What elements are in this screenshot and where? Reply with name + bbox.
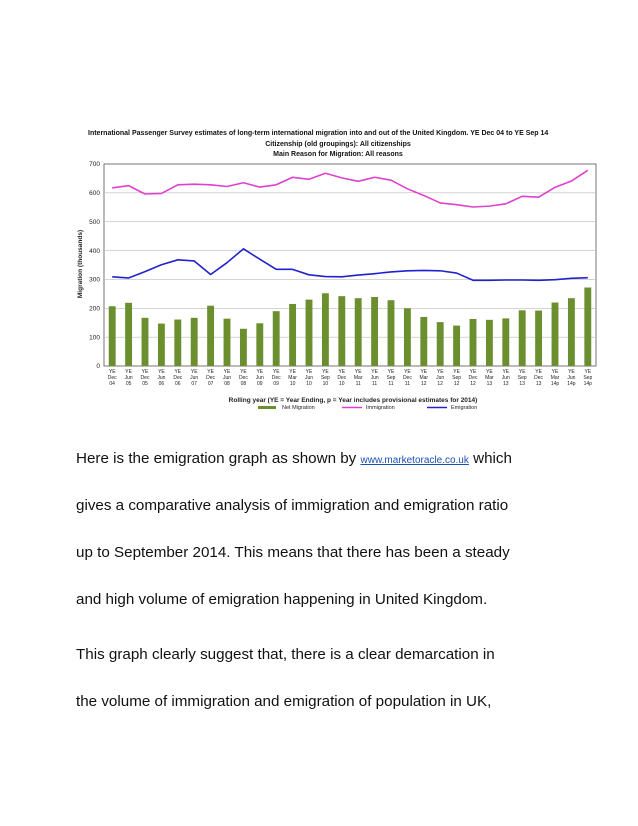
- chart-subtitle-reason: Main Reason for Migration: All reasons: [273, 151, 403, 158]
- bar-net-migration: [437, 322, 444, 366]
- x-tick-label: 06: [175, 381, 181, 387]
- chart-legend: [258, 405, 477, 411]
- x-tick-label: 13: [519, 381, 525, 387]
- x-tick-label: Sep: [320, 375, 330, 381]
- x-tick-label: Sep: [517, 375, 527, 381]
- paragraph-line: This graph clearly suggest that, there is a clear demarcation in: [76, 646, 495, 663]
- bar-net-migration: [109, 306, 116, 366]
- bar-net-migration: [240, 329, 247, 366]
- y-tick-label: 200: [89, 305, 100, 313]
- x-tick-label: YE: [190, 369, 198, 375]
- bar-net-migration: [584, 288, 591, 366]
- bar-net-migration: [486, 320, 493, 366]
- bar-net-migration: [306, 300, 313, 366]
- x-tick-label: 08: [240, 381, 247, 387]
- x-tick-label: YE: [502, 369, 510, 375]
- x-tick-label: YE: [256, 369, 264, 375]
- x-tick-label: YE: [551, 369, 559, 375]
- x-tick-label: YE: [125, 369, 132, 375]
- x-tick-label: 14p: [550, 381, 560, 387]
- x-tick-label: Dec: [238, 375, 248, 381]
- bar-net-migration: [322, 293, 329, 366]
- x-tick-label: Dec: [107, 375, 117, 381]
- x-tick-label: Jun: [436, 375, 445, 381]
- x-tick-label: 12: [437, 381, 443, 387]
- x-tick-label: YE: [240, 369, 247, 375]
- x-axis-label: Rolling year (YE = Year Ending, p = Year includes provisional estimates for 2014): [228, 397, 478, 404]
- marketoracle-link[interactable]: www.marketoracle.co.uk: [360, 455, 469, 466]
- x-tick-label: Sep: [452, 375, 462, 381]
- x-tick-label: YE: [174, 369, 182, 375]
- x-tick-label: YE: [158, 369, 165, 375]
- x-tick-label: 13: [535, 381, 542, 387]
- x-tick-label: YE: [108, 369, 116, 375]
- paragraph-line: gives a comparative analysis of immigration and emigration ratio: [76, 497, 509, 514]
- legend-label: Immigration: [366, 405, 395, 411]
- x-tick-label: YE: [404, 369, 411, 375]
- x-tick-label: Mar: [419, 375, 429, 381]
- x-tick-label: Jun: [124, 375, 133, 381]
- x-tick-label: YE: [469, 369, 477, 375]
- x-tick-label: Jun: [501, 375, 510, 381]
- migration-chart: [70, 124, 606, 414]
- y-tick-label: 700: [89, 161, 100, 169]
- x-tick-label: 08: [224, 381, 230, 387]
- x-tick-label: YE: [338, 369, 346, 375]
- x-tick-label: Jun: [304, 375, 314, 381]
- bar-net-migration: [568, 298, 575, 366]
- x-tick-label: YE: [436, 369, 444, 375]
- bar-net-migration: [289, 304, 296, 366]
- x-tick-label: YE: [584, 369, 592, 375]
- x-tick-label: 12: [470, 381, 476, 387]
- bar-net-migration: [453, 326, 460, 366]
- chart-title: International Passenger Survey estimates of long-term international migration into and out of the United Kingdom. YE Dec 04 to YE Sep 14: [88, 130, 549, 137]
- x-tick-label: 12: [421, 381, 427, 387]
- x-tick-label: Jun: [222, 375, 232, 381]
- paragraph-line: the volume of immigration and emigration of population in UK,: [76, 693, 492, 710]
- bar-net-migration: [470, 319, 477, 366]
- legend-label: Emigration: [451, 405, 478, 411]
- x-tick-label: Dec: [468, 375, 478, 381]
- x-tick-label: YE: [305, 369, 313, 375]
- x-tick-label: Dec: [534, 375, 544, 381]
- x-tick-label: YE: [420, 369, 428, 375]
- bar-net-migration: [388, 300, 395, 366]
- bar-net-migration: [502, 318, 509, 366]
- bar-net-migration: [142, 318, 149, 366]
- x-tick-label: Dec: [173, 375, 183, 381]
- paragraph-line: and high volume of emigration happening in United Kingdom.: [76, 591, 488, 608]
- paragraph-line: [76, 450, 512, 467]
- x-tick-label: Jun: [190, 375, 199, 381]
- paragraph-line: up to September 2014. This means that there has been a steady: [76, 544, 510, 561]
- x-tick-label: Mar: [353, 375, 363, 381]
- x-tick-label: 13: [503, 381, 509, 387]
- x-tick-label: 05: [142, 381, 148, 387]
- bar-net-migration: [404, 308, 411, 366]
- y-axis-label: Migration (thousands): [77, 229, 84, 299]
- x-tick-label: 04: [109, 381, 115, 387]
- x-tick-label: Mar: [288, 375, 297, 381]
- x-tick-label: 10: [339, 381, 345, 387]
- x-tick-label: YE: [272, 369, 280, 375]
- x-tick-label: Dec: [402, 375, 412, 381]
- x-tick-label: 14p: [567, 381, 576, 387]
- x-tick-label: 14p: [583, 381, 592, 387]
- text-segment: which: [468, 450, 512, 467]
- x-tick-label: 05: [125, 381, 132, 387]
- x-tick-label: YE: [535, 369, 542, 375]
- x-tick-label: Sep: [583, 375, 593, 381]
- x-tick-label: 10: [322, 381, 329, 387]
- chart-canvas: [70, 124, 606, 414]
- x-tick-label: YE: [371, 369, 378, 375]
- bar-net-migration: [552, 303, 559, 366]
- bar-net-migration: [256, 323, 263, 366]
- x-tick-label: YE: [387, 369, 395, 375]
- bar-net-migration: [207, 306, 214, 366]
- bar-net-migration: [224, 319, 231, 366]
- y-tick-label: 600: [89, 190, 100, 198]
- x-tick-label: YE: [486, 369, 493, 375]
- x-tick-label: YE: [568, 369, 575, 375]
- bar-net-migration: [191, 318, 198, 366]
- x-tick-label: Dec: [337, 375, 347, 381]
- legend-swatch: [258, 406, 276, 409]
- bar-net-migration: [125, 303, 132, 366]
- x-tick-label: YE: [141, 369, 149, 375]
- x-tick-label: 11: [404, 381, 411, 387]
- x-tick-label: Jun: [157, 375, 166, 381]
- chart-subtitle-citizenship: Citizenship (old groupings): All citizenships: [265, 141, 411, 148]
- x-tick-label: 12: [453, 381, 460, 387]
- bar-net-migration: [371, 297, 378, 366]
- y-tick-label: 400: [89, 247, 100, 255]
- x-tick-label: 10: [289, 381, 296, 387]
- text-segment: Here is the emigration graph as shown by: [76, 450, 361, 467]
- x-tick-label: YE: [518, 369, 526, 375]
- x-tick-label: 11: [388, 381, 394, 387]
- bar-net-migration: [535, 311, 542, 366]
- y-tick-label: 0: [96, 363, 100, 371]
- x-tick-label: Mar: [485, 375, 494, 381]
- legend-label: Net Migration: [282, 405, 315, 411]
- y-tick-label: 100: [89, 334, 100, 342]
- x-tick-label: 07: [207, 381, 214, 387]
- x-tick-label: YE: [322, 369, 329, 375]
- x-tick-label: Jun: [255, 375, 264, 381]
- x-tick-label: Jun: [370, 375, 379, 381]
- x-tick-label: 11: [371, 381, 378, 387]
- x-tick-label: YE: [207, 369, 214, 375]
- x-tick-label: 07: [191, 381, 197, 387]
- x-tick-label: Dec: [271, 375, 281, 381]
- y-tick-label: 300: [89, 276, 100, 284]
- x-tick-label: YE: [354, 369, 362, 375]
- x-tick-label: YE: [453, 369, 460, 375]
- x-tick-label: Dec: [206, 375, 216, 381]
- bar-net-migration: [519, 310, 526, 366]
- x-tick-label: 11: [355, 381, 361, 387]
- x-tick-label: Sep: [386, 375, 396, 381]
- bar-net-migration: [338, 296, 345, 366]
- x-tick-label: 10: [306, 381, 312, 387]
- x-tick-label: 13: [486, 381, 493, 387]
- x-tick-label: Jun: [567, 375, 576, 381]
- bar-net-migration: [420, 317, 427, 366]
- y-tick-label: 500: [89, 218, 100, 226]
- bar-net-migration: [174, 320, 181, 366]
- bar-net-migration: [355, 298, 362, 366]
- bar-net-migration: [273, 311, 280, 366]
- x-tick-label: 09: [273, 381, 279, 387]
- x-tick-label: Mar: [550, 375, 560, 381]
- x-tick-label: 06: [158, 381, 165, 387]
- x-tick-label: YE: [289, 369, 296, 375]
- x-tick-label: YE: [223, 369, 231, 375]
- bar-net-migration: [158, 324, 165, 366]
- x-tick-label: 09: [257, 381, 263, 387]
- x-tick-label: Dec: [140, 375, 150, 381]
